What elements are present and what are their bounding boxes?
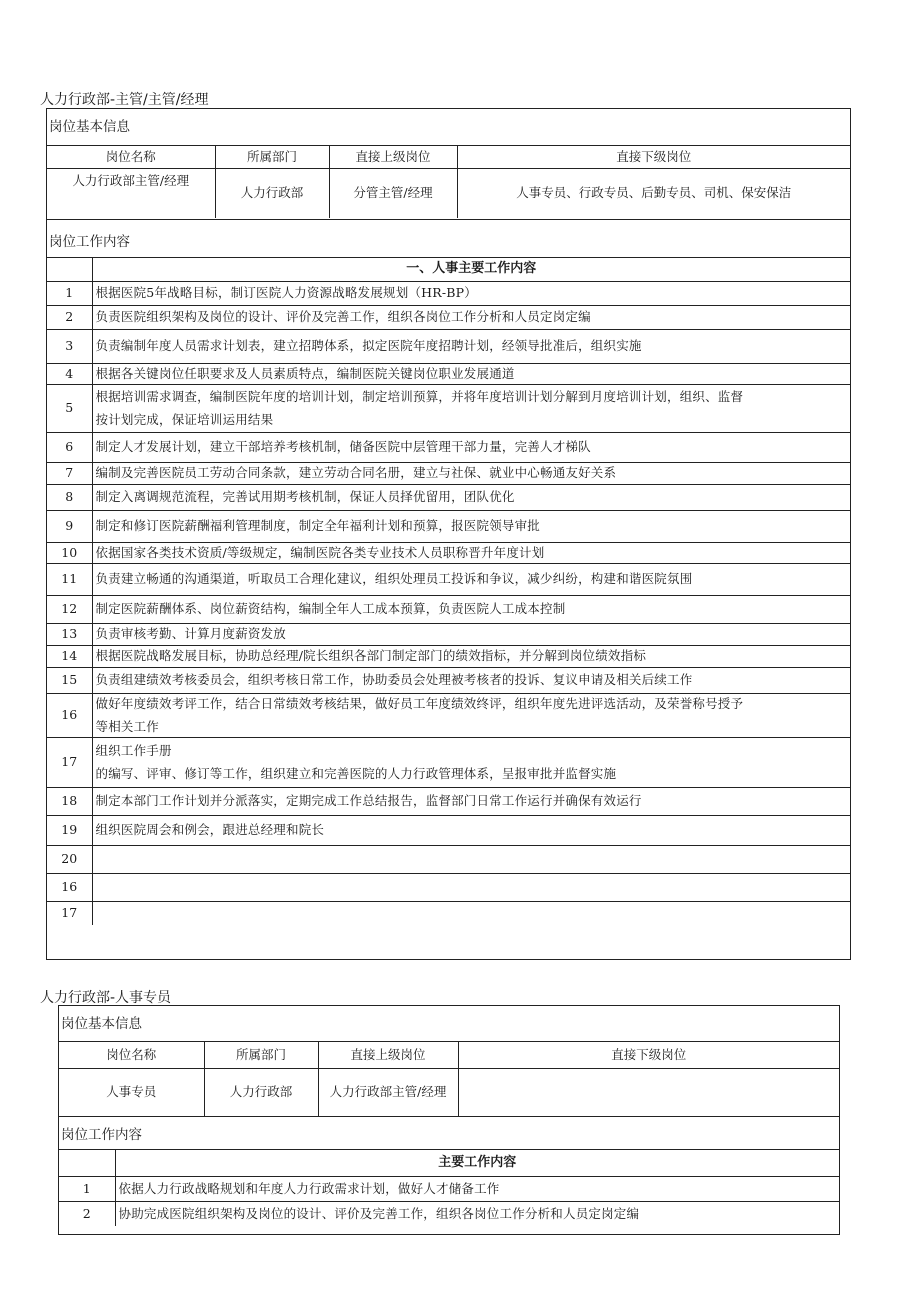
table-row xyxy=(47,667,850,693)
row-number: 20 xyxy=(47,845,92,873)
section2-title: 人力行政部-人事专员 xyxy=(40,990,172,1006)
table-row xyxy=(47,563,850,595)
row-number: 11 xyxy=(47,563,92,595)
row-number: 4 xyxy=(47,363,92,384)
value-position-name: 人力行政部主管/经理 xyxy=(47,168,215,218)
row-text xyxy=(92,305,850,329)
row-text xyxy=(92,623,850,645)
header-direct-superior: 直接上级岗位 xyxy=(318,1042,458,1068)
row-text xyxy=(92,667,850,693)
row-text-line: 依据人力行政战略规划和年度人力行政需求计划，做好人才储备工作 xyxy=(118,1180,500,1196)
header-direct-subordinates: 直接下级岗位 xyxy=(457,146,850,168)
row-text-line: 制定和修订医院薪酬福利管理制度，制定全年福利计划和预算，报医院领导审批 xyxy=(95,518,541,533)
row-text xyxy=(92,595,850,623)
row-text xyxy=(92,363,850,384)
section2-basic-info-label: 岗位基本信息 xyxy=(59,1006,839,1042)
table-row xyxy=(47,484,850,510)
value-position-name: 人事专员 xyxy=(59,1068,204,1116)
row-number: 6 xyxy=(47,432,92,462)
table-row xyxy=(59,1201,839,1226)
row-text-line: 负责审核考勤、计算月度薪资发放 xyxy=(95,626,287,641)
table-row xyxy=(47,462,850,484)
row-text-line: 等相关工作 xyxy=(95,718,160,734)
table-row xyxy=(47,542,850,563)
section1-title: 人力行政部-主管/主管/经理 xyxy=(40,92,209,108)
section1-content-title: 一、人事主要工作内容 xyxy=(92,258,850,281)
row-text xyxy=(92,384,850,432)
content-title-blank xyxy=(59,1150,115,1176)
table-row xyxy=(47,873,850,901)
row-text xyxy=(115,1201,839,1226)
section2-work-content-label: 岗位工作内容 xyxy=(59,1117,839,1150)
header-department: 所属部门 xyxy=(204,1042,318,1068)
table-row xyxy=(47,787,850,815)
header-direct-superior: 直接上级岗位 xyxy=(329,146,457,168)
row-text xyxy=(92,329,850,363)
row-text-line: 做好年度绩效考评工作，结合日常绩效考核结果，做好员工年度绩效终评，组织年度先进评选活动，及荣誉称号授予 xyxy=(95,695,744,711)
row-number: 8 xyxy=(47,484,92,510)
row-text-line: 制定入离调规范流程，完善试用期考核机制，保证人员择优留用，团队优化 xyxy=(95,489,515,504)
value-direct-superior: 分管主管/经理 xyxy=(329,168,457,218)
section2-work-content-table xyxy=(59,1150,839,1226)
row-text-line: 负责编制年度人员需求计划表，建立招聘体系，拟定医院年度招聘计划，经领导批准后，组织实施 xyxy=(95,338,642,353)
row-text-line: 根据医院5年战略目标，制订医院人力资源战略发展规划（HR-BP） xyxy=(95,285,477,300)
table-row xyxy=(47,305,850,329)
row-number: 9 xyxy=(47,510,92,542)
section2-content-title: 主要工作内容 xyxy=(115,1150,839,1176)
row-text-line: 的编写、评审、修订等工作，组织建立和完善医院的人力行政管理体系，呈报审批并监督实施 xyxy=(95,765,617,781)
content-title-blank xyxy=(47,258,92,281)
table-row xyxy=(47,845,850,873)
row-text-line: 制定医院薪酬体系、岗位薪资结构，编制全年人工成本预算，负责医院人工成本控制 xyxy=(95,601,566,616)
row-number: 17 xyxy=(47,737,92,787)
row-number: 3 xyxy=(47,329,92,363)
section1-work-content-table xyxy=(47,258,850,925)
table-row xyxy=(47,645,850,667)
row-number: 2 xyxy=(47,305,92,329)
row-text xyxy=(92,510,850,542)
row-number: 17 xyxy=(47,901,92,925)
row-number: 19 xyxy=(47,815,92,845)
row-text xyxy=(92,462,850,484)
row-text-line: 依据国家各类技术资质/等级规定，编制医院各类专业技术人员职称晋升年度计划 xyxy=(95,544,545,560)
row-text xyxy=(92,693,850,737)
row-number: 12 xyxy=(47,595,92,623)
table-row xyxy=(59,1176,839,1201)
table-row xyxy=(47,623,850,645)
row-text-line: 组织医院周会和例会，跟进总经理和院长 xyxy=(95,822,325,837)
row-text-line: 制定本部门工作计划并分派落实，定期完成工作总结报告，监督部门日常工作运行并确保有效运行 xyxy=(95,793,642,808)
row-number: 5 xyxy=(47,384,92,432)
row-text-line: 根据各关键岗位任职要求及人员素质特点，编制医院关键岗位职业发展通道 xyxy=(95,365,515,381)
value-direct-superior: 人力行政部主管/经理 xyxy=(318,1068,458,1116)
row-number: 7 xyxy=(47,462,92,484)
row-number: 14 xyxy=(47,645,92,667)
section2-basic-info-table xyxy=(59,1042,839,1116)
row-number: 15 xyxy=(47,667,92,693)
row-number: 16 xyxy=(47,693,92,737)
table-row xyxy=(47,510,850,542)
row-text xyxy=(92,901,850,925)
row-text xyxy=(92,815,850,845)
row-number: 18 xyxy=(47,787,92,815)
row-text xyxy=(92,281,850,305)
header-position-name: 岗位名称 xyxy=(47,146,215,168)
row-text xyxy=(92,563,850,595)
section1-basic-info-block xyxy=(46,108,851,220)
header-direct-subordinates: 直接下级岗位 xyxy=(458,1042,839,1068)
row-text-line: 负责组建绩效考核委员会，组织考核日常工作，协助委员会处理被考核者的投诉、复议申请及相关后续工作 xyxy=(95,672,693,687)
row-text xyxy=(92,542,850,563)
section1-work-content-block xyxy=(46,219,851,960)
row-text xyxy=(92,787,850,815)
section2-basic-info-block xyxy=(58,1005,840,1117)
header-department: 所属部门 xyxy=(215,146,329,168)
value-department: 人力行政部 xyxy=(215,168,329,218)
row-text-line: 组织工作手册 xyxy=(95,742,172,758)
row-text-line: 根据医院战略发展目标，协助总经理/院长组织各部门制定部门的绩效指标，并分解到岗位绩效指标 xyxy=(95,648,647,663)
section2-work-content-block xyxy=(58,1116,840,1235)
row-number: 2 xyxy=(59,1201,115,1226)
row-text xyxy=(115,1176,839,1201)
row-number: 1 xyxy=(47,281,92,305)
row-text xyxy=(92,737,850,787)
table-row xyxy=(47,737,850,787)
row-text xyxy=(92,873,850,901)
value-direct-subordinates xyxy=(458,1068,839,1116)
value-department: 人力行政部 xyxy=(204,1068,318,1116)
section1-work-content-label: 岗位工作内容 xyxy=(47,220,850,258)
table-row xyxy=(47,281,850,305)
table-row xyxy=(47,432,850,462)
row-text-line: 根据培训需求调查，编制医院年度的培训计划，制定培训预算，并将年度培训计划分解到月度培训计划，组织、监督 xyxy=(95,388,744,404)
header-position-name: 岗位名称 xyxy=(59,1042,204,1068)
row-number: 10 xyxy=(47,542,92,563)
table-row xyxy=(47,693,850,737)
table-row xyxy=(47,384,850,432)
table-row xyxy=(47,363,850,384)
row-text-line: 负责医院组织架构及岗位的设计、评价及完善工作，组织各岗位工作分析和人员定岗定编 xyxy=(95,309,591,324)
row-text-line: 编制及完善医院员工劳动合同条款，建立劳动合同名册，建立与社保、就业中心畅通友好关系 xyxy=(95,465,617,480)
row-text-line: 按计划完成，保证培训运用结果 xyxy=(95,411,274,427)
row-text-line: 负责建立畅通的沟通渠道，听取员工合理化建议，组织处理员工投诉和争议，减少纠纷，构建和谐医院氛围 xyxy=(95,571,693,586)
row-number: 16 xyxy=(47,873,92,901)
section1-basic-info-label: 岗位基本信息 xyxy=(47,109,850,146)
row-number: 13 xyxy=(47,623,92,645)
section1-basic-info-table xyxy=(47,146,850,218)
row-text-line: 制定人才发展计划，建立干部培养考核机制，储备医院中层管理干部力量，完善人才梯队 xyxy=(95,439,591,454)
table-row xyxy=(47,901,850,925)
table-row xyxy=(47,815,850,845)
table-row xyxy=(47,595,850,623)
row-text-line: 协助完成医院组织架构及岗位的设计、评价及完善工作，组织各岗位工作分析和人员定岗定编 xyxy=(118,1205,640,1221)
row-number: 1 xyxy=(59,1176,115,1201)
value-direct-subordinates: 人事专员、行政专员、后勤专员、司机、保安保洁 xyxy=(457,168,850,218)
row-text xyxy=(92,484,850,510)
row-text xyxy=(92,645,850,667)
row-text xyxy=(92,432,850,462)
table-row xyxy=(47,329,850,363)
row-text xyxy=(92,845,850,873)
